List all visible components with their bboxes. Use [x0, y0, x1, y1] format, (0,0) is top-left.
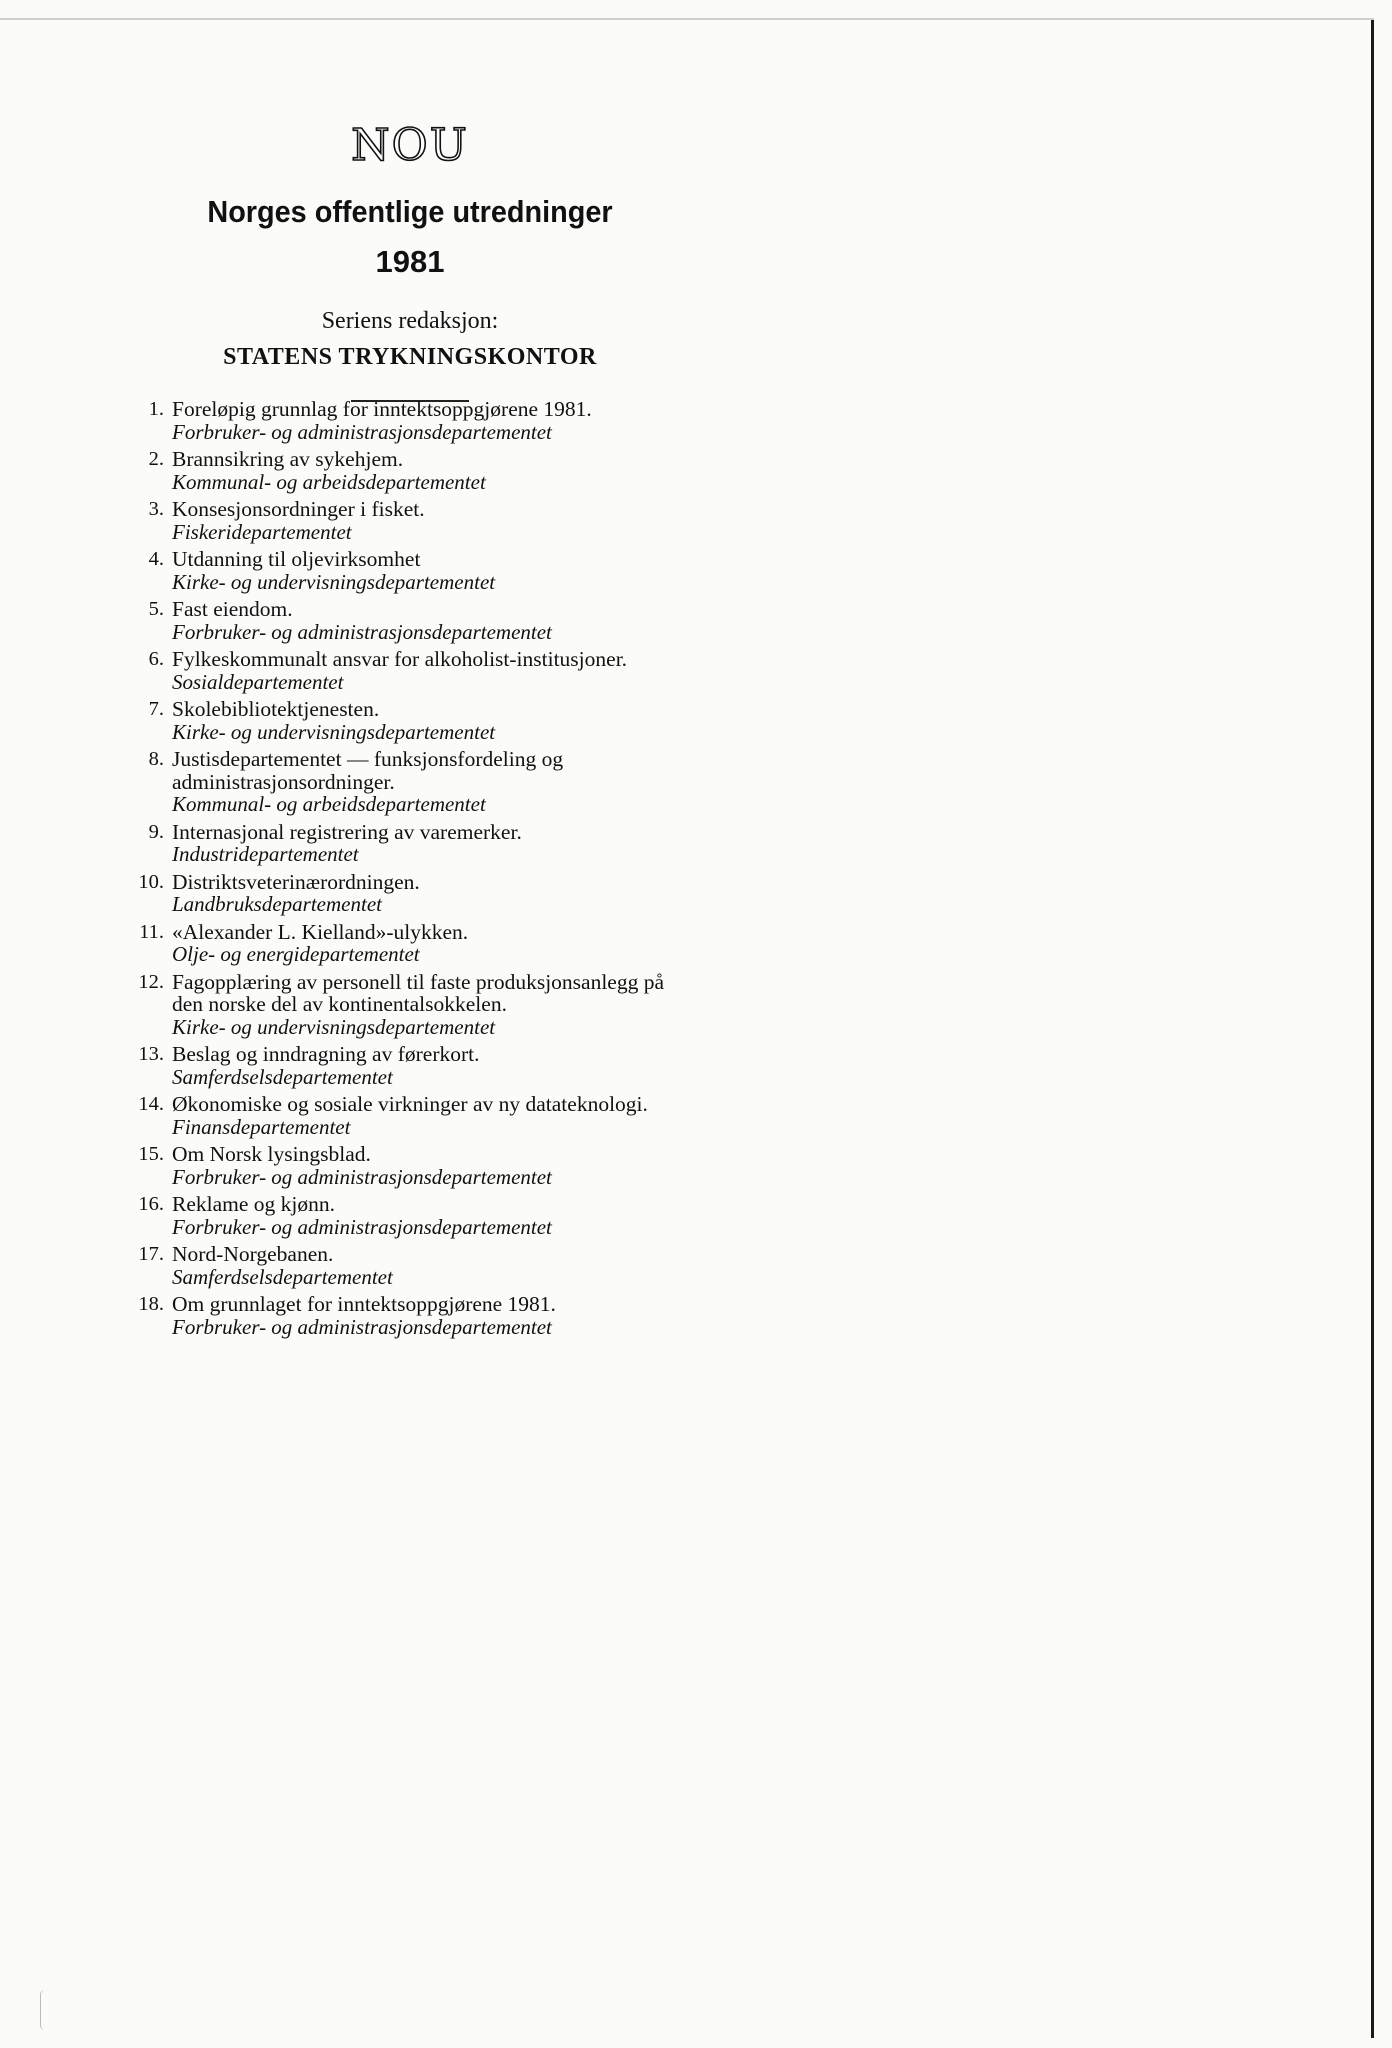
nou-logo: NOU: [351, 120, 469, 171]
item-title: Om grunnlaget for inntektsoppgjørene 1981.: [172, 1292, 556, 1316]
item-department: Kirke- og undervisningsdepartementet: [172, 1014, 496, 1039]
item-number: 14.: [138, 1093, 164, 1115]
item-number: 3.: [148, 498, 164, 520]
item-title: Internasjonal registrering av varemerker.: [172, 819, 522, 844]
item-number: 7.: [148, 698, 164, 720]
item-title: Fast eiendom.: [172, 597, 293, 621]
series-year: 1981: [375, 244, 445, 279]
list-item: [130, 748, 690, 816]
list-item: [130, 498, 690, 543]
item-number: 8.: [148, 748, 164, 770]
list-item: [130, 821, 690, 866]
list-item: [130, 448, 690, 493]
publisher-name: STATENS TRYKNINGSKONTOR: [223, 344, 597, 370]
item-title: Om Norsk lysingsblad.: [172, 1142, 371, 1166]
item-department: Samferdselsdepartementet: [172, 1264, 393, 1289]
item-number: 16.: [138, 1193, 164, 1215]
list-item: [130, 971, 690, 1039]
item-department: Forbruker- og administrasjonsdepartementet: [172, 1214, 552, 1239]
item-number: 6.: [148, 648, 164, 670]
item-number: 13.: [138, 1043, 164, 1065]
item-title: Konsesjonsordninger i fisket.: [172, 497, 425, 521]
item-number: 18.: [138, 1293, 164, 1315]
item-title: Justisdepartementet — funksjonsfordeling og administrasjonsordninger.: [172, 747, 564, 794]
list-item: [130, 548, 690, 593]
item-department: Kirke- og undervisningsdepartementet: [172, 569, 496, 594]
scan-edge-top: [0, 18, 1374, 20]
list-item: [130, 1293, 690, 1338]
list-item: [130, 1243, 690, 1288]
list-item: [130, 648, 690, 693]
item-number: 17.: [138, 1243, 164, 1265]
item-title: Reklame og kjønn.: [172, 1192, 336, 1216]
list-item: [130, 398, 690, 443]
item-department: Kommunal- og arbeidsdepartementet: [172, 469, 486, 494]
item-department: Forbruker- og administrasjonsdepartementet: [172, 1314, 552, 1339]
item-department: Olje- og energidepartementet: [172, 942, 420, 966]
item-department: Finansdepartementet: [172, 1114, 351, 1139]
list-item: [130, 698, 690, 743]
item-title: «Alexander L. Kielland»-ulykken.: [172, 919, 469, 944]
item-department: Kommunal- og arbeidsdepartementet: [172, 792, 486, 816]
scan-artifact: [40, 1990, 49, 2030]
list-item: [130, 871, 690, 916]
list-item: [130, 1193, 690, 1238]
list-item: [130, 1143, 690, 1188]
item-number: 2.: [148, 448, 164, 470]
item-number: 10.: [138, 870, 164, 893]
item-title: Nord-Norgebanen.: [172, 1242, 334, 1266]
list-item: [130, 1043, 690, 1088]
item-department: Industridepartementet: [172, 842, 359, 866]
item-title: Foreløpig grunnlag for inntektsoppgjørene 1981.: [172, 397, 592, 421]
page-header: [140, 118, 680, 402]
item-department: Samferdselsdepartementet: [172, 1064, 393, 1089]
list-item: [130, 921, 690, 966]
item-title: Utdanning til oljevirksomhet: [172, 547, 421, 571]
item-title: Fagopplæring av personell til faste produksjonsanlegg på den norske del av kontinentalsokkelen.: [172, 969, 665, 1016]
report-list: [130, 398, 690, 1343]
item-department: Forbruker- og administrasjonsdepartementet: [172, 419, 552, 444]
item-department: Forbruker- og administrasjonsdepartementet: [172, 1164, 552, 1189]
item-title: Økonomiske og sosiale virkninger av ny datateknologi.: [172, 1092, 648, 1116]
item-number: 1.: [148, 398, 164, 420]
item-title: Beslag og inndragning av førerkort.: [172, 1042, 480, 1066]
item-department: Sosialdepartementet: [172, 669, 344, 694]
item-number: 12.: [138, 970, 164, 993]
item-department: Landbruksdepartementet: [172, 892, 382, 916]
item-title: Brannsikring av sykehjem.: [172, 447, 404, 471]
scan-edge-right: [1371, 20, 1374, 2038]
item-title: Fylkeskommunalt ansvar for alkoholist-institusjoner.: [172, 647, 628, 671]
item-title: Skolebibliotektjenesten.: [172, 697, 380, 721]
series-title: Norges offentlige utredninger: [207, 194, 613, 229]
list-item: [130, 1093, 690, 1138]
item-department: Fiskeridepartementet: [172, 519, 352, 544]
item-department: Kirke- og undervisningsdepartementet: [172, 719, 496, 744]
item-number: 4.: [148, 548, 164, 570]
list-item: [130, 598, 690, 643]
editorial-label: Seriens redaksjon:: [321, 308, 499, 334]
item-title: Distriktsveterinærordningen.: [172, 869, 420, 894]
item-number: 5.: [148, 598, 164, 620]
item-number: 11.: [139, 920, 164, 943]
item-department: Forbruker- og administrasjonsdepartementet: [172, 619, 552, 644]
item-number: 15.: [138, 1143, 164, 1165]
item-number: 9.: [148, 820, 164, 843]
